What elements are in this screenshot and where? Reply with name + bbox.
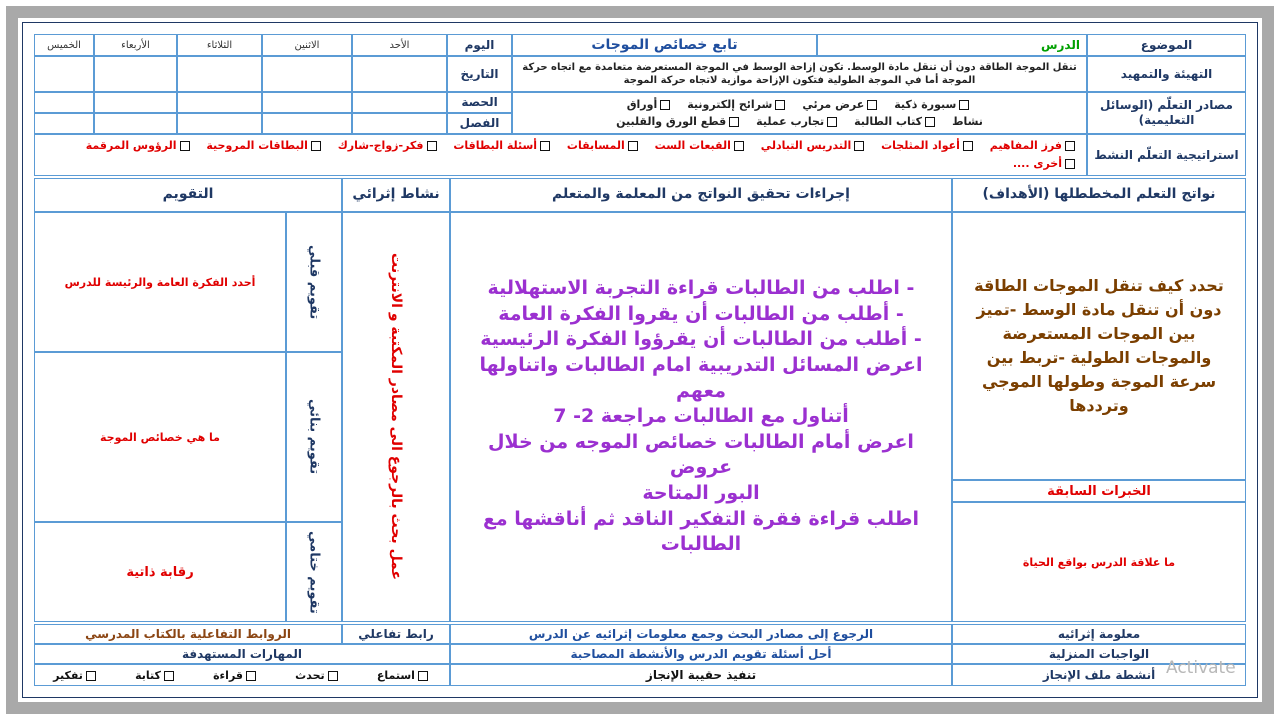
resources-row-2 bbox=[616, 115, 983, 128]
strategy-card-questions[interactable]: أسئلة البطاقات bbox=[453, 139, 553, 152]
checkbox-icon[interactable] bbox=[925, 117, 935, 127]
eval-pre-text: أحدد الفكرة العامة والرئيسة للدرس bbox=[34, 212, 286, 352]
procedures-list bbox=[451, 276, 951, 558]
prior-text: ما علاقة الدرس بواقع الحياة bbox=[952, 502, 1246, 622]
class-label: الفصل bbox=[447, 113, 512, 134]
eval-summative-text: رقابة ذاتية bbox=[34, 522, 286, 622]
day-cell[interactable] bbox=[94, 56, 177, 92]
day-cell[interactable] bbox=[177, 92, 262, 113]
strategy-think-pair-share[interactable]: فكر-زواج-شارك bbox=[338, 139, 440, 152]
procedures-header: إجراءات تحقيق النواتج من المعلمة والمتعلم bbox=[450, 178, 952, 212]
day-monday: الاثنين bbox=[262, 34, 352, 56]
enrichment-text: عمل بحث بالرجوع الى مصادر المكتبة و الانترنت bbox=[388, 253, 404, 581]
resource-paper-cutouts[interactable]: قطع الورق والقلبين bbox=[616, 115, 742, 128]
checkbox-icon[interactable] bbox=[827, 117, 837, 127]
day-wednesday: الأربعاء bbox=[94, 34, 177, 56]
homework-text: أحل أسئلة تقويم الدرس والأنشطة المصاحبة bbox=[450, 644, 952, 664]
date-label: التاريخ bbox=[447, 56, 512, 92]
checkbox-icon[interactable] bbox=[963, 141, 973, 151]
checkbox-icon[interactable] bbox=[1065, 159, 1075, 169]
subject-label: الموضوع bbox=[1087, 34, 1246, 56]
day-cell[interactable] bbox=[34, 113, 94, 134]
checkbox-icon[interactable] bbox=[660, 100, 670, 110]
checkbox-icon[interactable] bbox=[86, 671, 96, 681]
proc-info-text: الرجوع إلى مصادر البحث وجمع معلومات إثرائيه عن الدرس bbox=[450, 624, 952, 644]
day-thursday: الخميس bbox=[34, 34, 94, 56]
strategy-popsicle-sticks[interactable]: أعواد المثلجات bbox=[881, 139, 976, 152]
day-cell[interactable] bbox=[352, 113, 447, 134]
resource-experiments[interactable]: تجارب عملية bbox=[756, 115, 840, 128]
resources-options bbox=[512, 92, 1087, 134]
period-label: الحصة bbox=[447, 92, 512, 113]
checkbox-icon[interactable] bbox=[427, 141, 437, 151]
day-cell[interactable] bbox=[177, 56, 262, 92]
strategy-other[interactable]: أخرى .... bbox=[1013, 157, 1078, 170]
outcomes-text: تحدد كيف تنقل الموجات الطاقة دون أن تنقل مادة الوسط -تميز بين الموجات المستعرضة والموجات الطولية -تربط بين سرعة الموجة وطولها الموجي وترددها bbox=[952, 212, 1246, 480]
skill-speaking[interactable]: تحدث bbox=[295, 669, 340, 682]
activate-watermark: Activate bbox=[1166, 658, 1236, 678]
skill-reading[interactable]: قراءة bbox=[213, 669, 259, 682]
checkbox-icon[interactable] bbox=[311, 141, 321, 151]
outcomes-header: نواتج التعلم المخططلها (الأهداف) bbox=[952, 178, 1246, 212]
checkbox-icon[interactable] bbox=[418, 671, 428, 681]
intro-label: التهيئة والتمهيد bbox=[1087, 56, 1246, 92]
skill-thinking[interactable]: تفكير bbox=[53, 669, 99, 682]
checkbox-icon[interactable] bbox=[246, 671, 256, 681]
day-cell[interactable] bbox=[94, 113, 177, 134]
lesson-title: تابع خصائص الموجات bbox=[512, 34, 817, 56]
day-label: اليوم bbox=[447, 34, 512, 56]
procedure-line: اعرض المسائل التدريبية امام الطالبات واتناولها معهم bbox=[479, 353, 923, 402]
procedure-line: البور المتاحة bbox=[642, 482, 760, 505]
skill-listening[interactable]: استماع bbox=[377, 669, 431, 682]
checkbox-icon[interactable] bbox=[1065, 141, 1075, 151]
checkbox-icon[interactable] bbox=[180, 141, 190, 151]
strategy-list bbox=[35, 135, 1086, 174]
day-cell[interactable] bbox=[352, 56, 447, 92]
day-cell[interactable] bbox=[94, 92, 177, 113]
interactive-link-label: رابط تفاعلي bbox=[342, 624, 450, 644]
eval-type-pre: تقويم قبلي bbox=[306, 244, 322, 320]
eval-type-cell bbox=[286, 352, 342, 522]
procedure-line: أتناول مع الطالبات مراجعة 2- 7 bbox=[553, 405, 849, 428]
portfolio-text: تنفيذ حقيبة الإنجاز bbox=[450, 664, 952, 686]
skill-writing[interactable]: كتابة bbox=[135, 669, 177, 682]
procedure-line: - أطلب من الطالبات أن يقرؤوا الفكرة الرئيسية bbox=[480, 328, 922, 351]
eval-formative-text: ما هي خصائص الموجة bbox=[34, 352, 286, 522]
strategy-label: استراتيجية التعلّم النشط bbox=[1087, 134, 1246, 176]
day-sunday: الأحد bbox=[352, 34, 447, 56]
procedures-cell bbox=[450, 212, 952, 622]
resource-smartboard[interactable]: سبورة ذكية bbox=[894, 98, 972, 111]
resource-slides[interactable]: شرائح إلكترونية bbox=[687, 98, 788, 111]
eval-type-cell bbox=[286, 522, 342, 622]
skills-options bbox=[34, 664, 450, 686]
checkbox-icon[interactable] bbox=[540, 141, 550, 151]
enrichment-cell bbox=[342, 212, 450, 622]
resource-visual-display[interactable]: عرض مرئي bbox=[802, 98, 880, 111]
checkbox-icon[interactable] bbox=[628, 141, 638, 151]
resources-label: مصادر التعلّم (الوسائل التعليمية) bbox=[1087, 92, 1246, 134]
checkbox-icon[interactable] bbox=[775, 100, 785, 110]
proc-info-label: معلومة إثرائيه bbox=[952, 624, 1246, 644]
strategy-options bbox=[34, 134, 1087, 176]
strategy-competitions[interactable]: المسابقات bbox=[567, 139, 641, 152]
resources-row-1 bbox=[627, 98, 973, 111]
checkbox-icon[interactable] bbox=[729, 117, 739, 127]
procedure-line: - اطلب من الطالبات قراءة التجربة الاستهلالية bbox=[487, 276, 915, 299]
checkbox-icon[interactable] bbox=[867, 100, 877, 110]
prior-label: الخبرات السابقة bbox=[952, 480, 1246, 502]
eval-type-summative: تقويم ختامي bbox=[306, 530, 322, 614]
procedure-line: اعرض أمام الطالبات خصائص الموجه من خلال عروض bbox=[488, 430, 914, 479]
procedure-line: اطلب قراءة فقرة التفكير الناقد ثم أناقشها مع الطالبات bbox=[482, 507, 920, 556]
checkbox-icon[interactable] bbox=[854, 141, 864, 151]
lesson-label: الدرس bbox=[817, 34, 1087, 56]
day-cell[interactable] bbox=[34, 92, 94, 113]
eval-type-cell bbox=[286, 212, 342, 352]
resource-papers[interactable]: أوراق bbox=[627, 98, 674, 111]
checkbox-icon[interactable] bbox=[328, 671, 338, 681]
target-skills-label: المهارات المستهدفة bbox=[34, 644, 450, 664]
checkbox-icon[interactable] bbox=[164, 671, 174, 681]
lesson-plan-sheet bbox=[32, 32, 1248, 688]
strategy-reciprocal-teaching[interactable]: التدريس التبادلي bbox=[761, 139, 868, 152]
checkbox-icon[interactable] bbox=[734, 141, 744, 151]
resource-activity: نشاط bbox=[952, 115, 983, 128]
strategy-numbered-heads[interactable]: الرؤوس المرقمة bbox=[86, 139, 193, 152]
portfolio-label: أنشطة ملف الإنجاز bbox=[952, 664, 1246, 686]
day-cell[interactable] bbox=[262, 56, 352, 92]
eval-type-formative: تقويم بنائي bbox=[306, 399, 322, 475]
day-cell[interactable] bbox=[262, 92, 352, 113]
intro-text: تنقل الموجة الطاقة دون أن تنقل مادة الوسط. تكون إزاحة الوسط في الموجة المستعرضة متعامدة مع اتجاه حركة الموجة أما في الموجة الطولية فتكون الإزاحة موازية لاتجاه حركة الموجة bbox=[512, 56, 1087, 92]
strategy-concept-sorting[interactable]: فرز المفاهيم bbox=[990, 139, 1078, 152]
interactive-link-text[interactable]: الروابط التفاعلية بالكتاب المدرسي bbox=[34, 624, 342, 644]
day-cell[interactable] bbox=[352, 92, 447, 113]
homework-label: الواجبات المنزلية bbox=[952, 644, 1246, 664]
strategy-six-hats[interactable]: القبعات الست bbox=[655, 139, 747, 152]
resource-student-book[interactable]: كتاب الطالبة bbox=[854, 115, 938, 128]
day-cell[interactable] bbox=[177, 113, 262, 134]
day-tuesday: الثلاثاء bbox=[177, 34, 262, 56]
enrichment-header: نشاط إثرائي bbox=[342, 178, 450, 212]
checkbox-icon[interactable] bbox=[959, 100, 969, 110]
day-cell[interactable] bbox=[34, 56, 94, 92]
day-cell[interactable] bbox=[262, 113, 352, 134]
evaluation-header: التقويم bbox=[34, 178, 342, 212]
strategy-fan-cards[interactable]: البطاقات المروحية bbox=[206, 139, 324, 152]
procedure-line: - أطلب من الطالبات أن يقروا الفكرة العامة bbox=[498, 302, 904, 325]
